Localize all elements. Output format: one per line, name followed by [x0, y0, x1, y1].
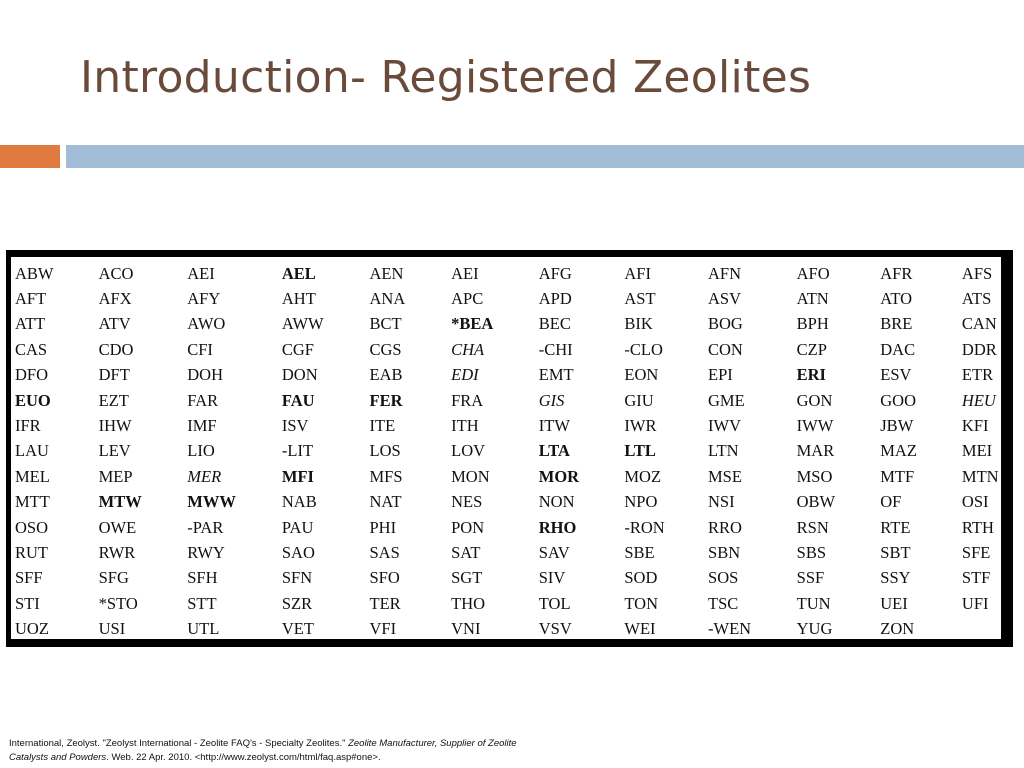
zeolite-table-frame — [6, 250, 1013, 647]
table-row — [11, 363, 1001, 388]
zeolite-code-cell: TER — [369, 593, 401, 613]
zeolite-code-cell: IHW — [98, 416, 132, 436]
zeolite-code-cell: EZT — [98, 390, 129, 410]
zeolite-code-cell — [958, 616, 1001, 641]
table-row — [11, 413, 1001, 438]
zeolite-code-cell: NSI — [708, 492, 735, 512]
zeolite-code-cell: AFS — [961, 263, 993, 283]
citation-text-2: . Web. 22 Apr. 2010. <http://www.zeolyst.com/html/faq.asp#one>. — [106, 751, 381, 763]
zeolite-code-cell: NPO — [624, 492, 658, 512]
zeolite-code-cell: IMF — [187, 416, 217, 436]
zeolite-code-cell: CAS — [15, 339, 48, 359]
zeolite-code-cell: CHA — [451, 339, 485, 359]
zeolite-code-cell: SBN — [708, 542, 741, 562]
zeolite-code-cell: MWW — [187, 492, 236, 512]
zeolite-code-cell: PON — [451, 517, 485, 537]
zeolite-code-cell: FRA — [451, 390, 484, 410]
accent-bar-orange — [0, 145, 60, 168]
zeolite-code-cell: -CHI — [538, 339, 573, 359]
zeolite-code-cell: UEI — [880, 593, 908, 613]
zeolite-code-cell: RUT — [15, 542, 48, 562]
zeolite-code-cell: DAC — [880, 339, 916, 359]
zeolite-code-cell: DON — [281, 365, 318, 385]
zeolite-code-cell: VFI — [369, 619, 397, 639]
table-row — [11, 591, 1001, 616]
zeolite-code-cell: SIV — [538, 568, 566, 588]
zeolite-code-cell: LIO — [187, 441, 215, 461]
zeolite-code-cell: TSC — [708, 593, 739, 613]
zeolite-code-cell: BEC — [538, 314, 571, 334]
zeolite-code-cell: EMT — [538, 365, 574, 385]
zeolite-code-cell: AFG — [538, 263, 572, 283]
zeolite-code-cell: OF — [880, 492, 902, 512]
zeolite-code-cell: CGS — [369, 339, 402, 359]
zeolite-code-cell: LOV — [451, 441, 486, 461]
citation-italic-2: Catalysts and Powders — [9, 751, 107, 763]
zeolite-code-cell: SOS — [708, 568, 739, 588]
zeolite-code-cell: MFS — [369, 466, 403, 486]
citation — [9, 737, 609, 764]
zeolite-code-cell: ATT — [15, 314, 46, 334]
table-row — [11, 261, 1001, 286]
zeolite-code-cell: APC — [451, 289, 484, 309]
zeolite-code-cell: RRO — [708, 517, 742, 537]
zeolite-codes-table — [11, 261, 1001, 642]
zeolite-code-cell: AFI — [624, 263, 651, 283]
zeolite-code-cell: IWV — [708, 416, 741, 436]
zeolite-code-cell: SFO — [369, 568, 400, 588]
zeolite-code-cell: WEI — [624, 619, 656, 639]
slide-title: Introduction- Registered Zeolites — [80, 52, 812, 103]
zeolite-code-cell: AHT — [281, 289, 316, 309]
table-row — [11, 515, 1001, 540]
zeolite-code-cell: AFN — [708, 263, 742, 283]
zeolite-code-cell: SGT — [451, 568, 483, 588]
table-row — [11, 616, 1001, 641]
zeolite-code-cell: SFG — [98, 568, 129, 588]
zeolite-code-cell: OWE — [98, 517, 137, 537]
zeolite-code-cell: LOS — [369, 441, 401, 461]
zeolite-code-cell: SFF — [15, 568, 43, 588]
zeolite-code-cell: ITE — [369, 416, 396, 436]
zeolite-code-cell: EAB — [369, 365, 403, 385]
zeolite-code-cell: MTW — [98, 492, 142, 512]
zeolite-code-cell: ZON — [880, 619, 915, 639]
zeolite-code-cell: DFT — [98, 365, 130, 385]
zeolite-code-cell: SBS — [796, 542, 826, 562]
zeolite-code-cell: MAR — [796, 441, 835, 461]
zeolite-code-cell: -PAR — [187, 517, 224, 537]
table-row — [11, 312, 1001, 337]
zeolite-code-cell: RWY — [187, 542, 225, 562]
zeolite-code-cell: GON — [796, 390, 833, 410]
zeolite-code-cell: ANA — [369, 289, 406, 309]
zeolite-code-cell: VET — [281, 619, 314, 639]
zeolite-code-cell: ATV — [98, 314, 131, 334]
zeolite-code-cell: PHI — [369, 517, 397, 537]
zeolite-code-cell: CDO — [98, 339, 134, 359]
zeolite-code-cell: SBE — [624, 542, 655, 562]
zeolite-code-cell: NAT — [369, 492, 402, 512]
zeolite-code-cell: STI — [15, 593, 40, 613]
zeolite-code-cell: IWW — [796, 416, 834, 436]
zeolite-code-cell: ACO — [98, 263, 134, 283]
zeolite-code-cell: DOH — [187, 365, 223, 385]
zeolite-code-cell: GOO — [880, 390, 917, 410]
table-row — [11, 388, 1001, 413]
zeolite-code-cell: CON — [708, 339, 743, 359]
zeolite-code-cell: BOG — [708, 314, 743, 334]
table-row — [11, 540, 1001, 565]
zeolite-code-cell: -CLO — [624, 339, 663, 359]
zeolite-code-cell: AEI — [451, 263, 479, 283]
zeolite-code-cell: OSI — [961, 492, 989, 512]
zeolite-code-cell: LAU — [15, 441, 49, 461]
zeolite-code-cell: EUO — [15, 390, 51, 410]
zeolite-code-cell: FAR — [187, 390, 219, 410]
zeolite-code-cell: GME — [708, 390, 745, 410]
zeolite-code-cell: ISV — [281, 416, 309, 436]
zeolite-code-cell: ATO — [880, 289, 913, 309]
citation-text-1: International, Zeolyst. "Zeolyst International - Zeolite FAQ's - Specialty Zeolites." — [9, 738, 349, 749]
zeolite-code-cell: SAT — [451, 542, 481, 562]
zeolite-code-cell: CZP — [796, 339, 827, 359]
zeolite-code-cell: ETR — [961, 365, 994, 385]
zeolite-code-cell: CAN — [961, 314, 997, 334]
zeolite-code-cell: LEV — [98, 441, 131, 461]
zeolite-code-cell: AFY — [187, 289, 221, 309]
zeolite-code-cell: NES — [451, 492, 483, 512]
zeolite-code-cell: EDI — [451, 365, 479, 385]
zeolite-code-cell: EPI — [708, 365, 733, 385]
zeolite-code-cell: TUN — [796, 593, 831, 613]
zeolite-code-cell: NAB — [281, 492, 317, 512]
zeolite-code-cell: LTL — [624, 441, 656, 461]
zeolite-code-cell: JBW — [880, 416, 914, 436]
zeolite-code-cell: GIU — [624, 390, 654, 410]
zeolite-code-cell: RHO — [538, 517, 577, 537]
zeolite-code-cell: HEU — [961, 390, 996, 410]
zeolite-table-panel — [11, 257, 1001, 639]
zeolite-code-cell: SSF — [796, 568, 825, 588]
zeolite-code-cell: KFI — [961, 416, 989, 436]
zeolite-code-cell: MOZ — [624, 466, 662, 486]
zeolite-code-cell: MEL — [15, 466, 50, 486]
zeolite-code-cell: RTE — [880, 517, 911, 537]
zeolite-code-cell: OBW — [796, 492, 836, 512]
zeolite-code-cell: AST — [624, 289, 656, 309]
zeolite-code-cell: DFO — [15, 365, 49, 385]
zeolite-code-cell: AWO — [187, 314, 226, 334]
zeolite-code-cell: TOL — [538, 593, 571, 613]
zeolite-code-cell: AFT — [15, 289, 47, 309]
zeolite-code-cell: AEN — [369, 263, 404, 283]
zeolite-code-cell: IFR — [15, 416, 41, 436]
zeolite-code-cell: BCT — [369, 314, 402, 334]
zeolite-code-cell: ERI — [796, 365, 826, 385]
zeolite-code-cell: AEI — [187, 263, 215, 283]
zeolite-code-cell: SAV — [538, 542, 570, 562]
zeolite-code-cell: SFN — [281, 568, 313, 588]
zeolite-code-cell: AFO — [796, 263, 830, 283]
zeolite-code-cell: CFI — [187, 339, 213, 359]
table-row — [11, 286, 1001, 311]
citation-italic-1: Zeolite Manufacturer, Supplier of Zeolite — [348, 738, 517, 749]
zeolite-code-cell: YUG — [796, 619, 833, 639]
zeolite-code-cell: NON — [538, 492, 575, 512]
zeolite-code-cell: SFE — [961, 542, 991, 562]
zeolite-code-cell: ESV — [880, 365, 912, 385]
zeolite-code-cell: -LIT — [281, 441, 314, 461]
zeolite-code-cell: MTN — [961, 466, 999, 486]
accent-bar-blue — [66, 145, 1024, 168]
zeolite-code-cell: USI — [98, 619, 126, 639]
zeolite-code-cell: SBT — [880, 542, 911, 562]
zeolite-code-cell: MSE — [708, 466, 742, 486]
zeolite-code-cell: SZR — [281, 593, 313, 613]
table-row — [11, 337, 1001, 362]
zeolite-code-cell: *STO — [98, 593, 138, 613]
zeolite-code-cell: SAS — [369, 542, 400, 562]
zeolite-code-cell: RWR — [98, 542, 136, 562]
zeolite-code-cell: SOD — [624, 568, 658, 588]
table-row — [11, 439, 1001, 464]
table-row — [11, 566, 1001, 591]
zeolite-code-cell: STF — [961, 568, 991, 588]
zeolite-code-cell: RTH — [961, 517, 994, 537]
zeolite-code-cell: AFX — [98, 289, 132, 309]
zeolite-code-cell: IWR — [624, 416, 657, 436]
zeolite-code-cell: SSY — [880, 568, 911, 588]
zeolite-code-cell: BPH — [796, 314, 829, 334]
zeolite-code-cell: STT — [187, 593, 217, 613]
zeolite-code-cell: ABW — [15, 263, 54, 283]
zeolite-code-cell: -WEN — [708, 619, 752, 639]
zeolite-code-cell: RSN — [796, 517, 829, 537]
zeolite-code-cell: PAU — [281, 517, 314, 537]
zeolite-code-cell: MEI — [961, 441, 993, 461]
zeolite-code-cell: LTN — [708, 441, 739, 461]
zeolite-code-cell: MEP — [98, 466, 133, 486]
zeolite-code-cell: SAO — [281, 542, 315, 562]
zeolite-code-cell: UOZ — [15, 619, 49, 639]
zeolite-code-cell: THO — [451, 593, 486, 613]
zeolite-code-cell: -RON — [624, 517, 665, 537]
zeolite-code-cell: CGF — [281, 339, 314, 359]
zeolite-code-cell: EON — [624, 365, 659, 385]
zeolite-code-cell: OSO — [15, 517, 49, 537]
zeolite-code-cell: BIK — [624, 314, 653, 334]
table-row — [11, 464, 1001, 489]
zeolite-code-cell: FER — [369, 390, 403, 410]
zeolite-code-cell: *BEA — [451, 314, 494, 334]
zeolite-code-cell: APD — [538, 289, 572, 309]
zeolite-code-cell: MTF — [880, 466, 915, 486]
zeolite-code-cell: MSO — [796, 466, 833, 486]
zeolite-code-cell: UFI — [961, 593, 989, 613]
zeolite-code-cell: GIS — [538, 390, 565, 410]
zeolite-code-cell: MFI — [281, 466, 314, 486]
zeolite-code-cell: AFR — [880, 263, 913, 283]
zeolite-code-cell: ATN — [796, 289, 829, 309]
zeolite-code-cell: UTL — [187, 619, 220, 639]
zeolite-code-cell: VSV — [538, 619, 572, 639]
zeolite-code-cell: AWW — [281, 314, 324, 334]
zeolite-code-cell: VNI — [451, 619, 481, 639]
zeolite-code-cell: ITW — [538, 416, 570, 436]
zeolite-code-cell: MAZ — [880, 441, 917, 461]
zeolite-code-cell: MTT — [15, 492, 50, 512]
zeolite-code-cell: ASV — [708, 289, 742, 309]
zeolite-code-cell: SFH — [187, 568, 218, 588]
zeolite-code-cell: ITH — [451, 416, 479, 436]
zeolite-code-cell: LTA — [538, 441, 570, 461]
zeolite-code-cell: TON — [624, 593, 658, 613]
table-row — [11, 490, 1001, 515]
zeolite-code-cell: AEL — [281, 263, 316, 283]
zeolite-code-cell: ATS — [961, 289, 992, 309]
zeolite-code-cell: BRE — [880, 314, 913, 334]
zeolite-code-cell: MOR — [538, 466, 580, 486]
zeolite-code-cell: FAU — [281, 390, 315, 410]
zeolite-code-cell: DDR — [961, 339, 997, 359]
zeolite-code-cell: MER — [187, 466, 222, 486]
zeolite-code-cell: MON — [451, 466, 490, 486]
